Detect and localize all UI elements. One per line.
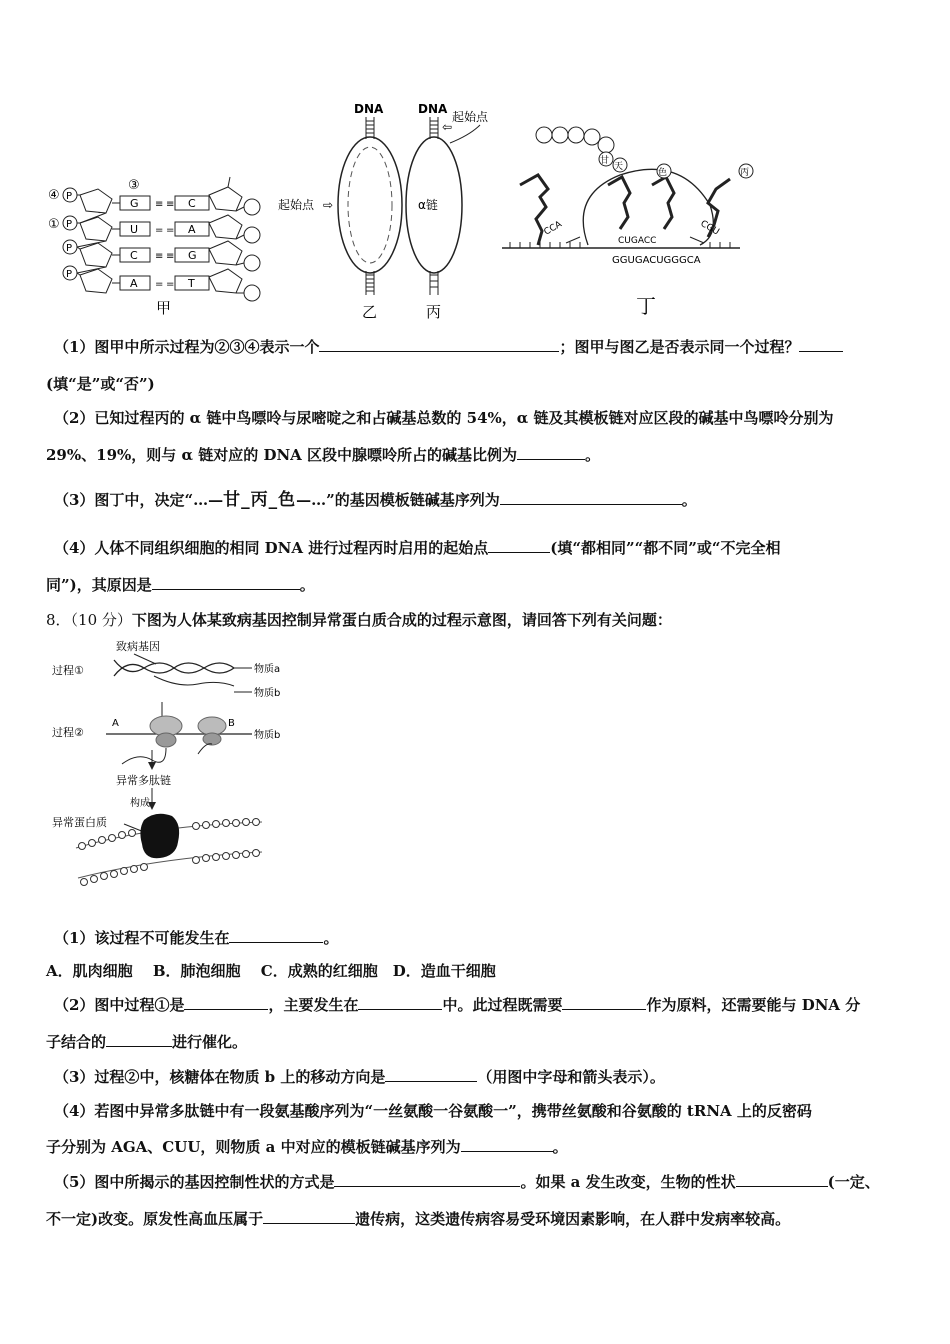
origin-yi: 起始点 <box>278 198 315 212</box>
q7-p4-text-a: （4）人体不同组织细胞的相同 DNA 进行过程丙时启用的起始点 <box>54 539 489 557</box>
caption-ding: 丁 <box>636 294 656 318</box>
q7-part4-cont <box>46 575 315 595</box>
q8-part4 <box>54 1101 812 1121</box>
point-b: B <box>228 718 235 729</box>
q7-part2-cont <box>46 445 600 465</box>
caption-bing: 丙 <box>426 303 442 321</box>
q8-part3 <box>54 1067 665 1087</box>
anticodon-1: CCA <box>542 219 564 238</box>
aa-tian: 天 <box>614 162 624 172</box>
label-4: ④ <box>48 188 60 203</box>
abnormal-protein-label: 异常蛋白质 <box>52 816 107 829</box>
figure-yi <box>278 102 402 321</box>
caption-yi: 乙 <box>362 303 378 321</box>
q8-p3-text-a: （3）过程②中，核糖体在物质 b 上的移动方向是 <box>54 1068 386 1086</box>
base-left: A <box>130 277 138 290</box>
q7-p4-blank-2[interactable] <box>152 575 300 590</box>
phosphate-4: P <box>66 269 73 280</box>
base-pair-row <box>112 196 209 210</box>
q7-p3-text-a: （3）图丁中，决定“…— <box>54 491 224 509</box>
q7-p4-text-d: 。 <box>299 576 315 594</box>
q7-p2-blank[interactable] <box>517 445 585 460</box>
q8-part5-cont <box>46 1209 790 1229</box>
abnormal-chain-label: 异常多肽链 <box>116 774 171 787</box>
q8-p3-text-b: （用图中字母和箭头表示）。 <box>477 1068 665 1086</box>
process2-label: 过程② <box>52 726 84 739</box>
mrna-seq: GGUGACUGGGCA <box>612 255 701 266</box>
q8-p2-blank-1[interactable] <box>184 995 268 1010</box>
q8-p5-blank-3[interactable] <box>263 1209 355 1224</box>
substance-b-label-2: 物质b <box>254 730 281 741</box>
phosphate-2: P <box>66 219 73 230</box>
q8-title-text: 下图为人体某致病基因控制异常蛋白质合成的过程示意图，请回答下列有关问题： <box>131 611 672 629</box>
figure-ding <box>502 127 753 318</box>
phosphate-1: P <box>66 191 73 202</box>
q7-p1-text-c: (填“是”或“否”) <box>46 375 155 393</box>
q7-p3-text-c: 。 <box>681 491 697 509</box>
q8-p2-text-c: 中。此过程既需要 <box>442 996 563 1014</box>
q7-p4-text-c: 同”)，其原因是 <box>46 576 152 594</box>
anticodon-3: CGU <box>698 218 721 238</box>
q7-p3-text-b: —…”的基因模板链碱基序列为 <box>296 491 500 509</box>
q7-p1-blank-2[interactable] <box>799 337 843 352</box>
svg-text:≡: ≡ <box>155 199 164 210</box>
q8-p5-text-d: 不一定)改变。原发性高血压属于 <box>46 1210 264 1228</box>
base-left: G <box>130 197 139 210</box>
q8-p2-text-b: ，主要发生在 <box>268 996 359 1014</box>
q7-part3 <box>54 490 697 510</box>
point-a: A <box>112 718 119 729</box>
dna-label-yi: DNA <box>354 102 384 116</box>
q7-p2-text-c: 。 <box>585 446 601 464</box>
process1-label: 过程① <box>52 664 84 677</box>
q8-p2-blank-4[interactable] <box>106 1032 172 1047</box>
q8-part2-cont <box>46 1032 247 1052</box>
origin-bing: 起始点 <box>452 110 489 124</box>
svg-text:=: = <box>166 225 175 236</box>
figure-top <box>40 95 750 325</box>
q8-p4-text-a: （4）若图中异常多肽链中有一段氨基酸序列为“一丝氨酸一谷氨酸一”，携带丝氨酸和谷氨酸的 tRNA 上的反密码 <box>54 1102 812 1120</box>
q7-part1 <box>54 337 843 357</box>
q8-p2-text-a: （2）图中过程①是 <box>54 996 185 1014</box>
caption-jia: 甲 <box>156 299 172 317</box>
q8-p4-text-c: 。 <box>552 1138 568 1156</box>
aa-se: 色 <box>658 168 668 178</box>
q8-p1-blank[interactable] <box>229 928 323 943</box>
q8-p2-text-d: 作为原料，还需要能与 DNA 分 <box>646 996 861 1014</box>
q7-p4-text-b: (填“都相同”“都不同”或“不完全相 <box>550 539 781 557</box>
q8-p5-blank-1[interactable] <box>334 1172 520 1187</box>
q8-p5-text-e: 遗传病，这类遗传病容易受环境因素影响，在人群中发病率较高。 <box>355 1210 791 1228</box>
q8-part5 <box>54 1172 880 1192</box>
constitute-label: 构成 <box>130 798 150 809</box>
q7-p1-blank-1[interactable] <box>319 337 559 352</box>
base-right: T <box>188 277 195 290</box>
q8-p5-text-a: （5）图中所揭示的基因控制性状的方式是 <box>54 1173 335 1191</box>
q8-p4-blank[interactable] <box>461 1137 553 1152</box>
aa-bing: 丙 <box>740 168 750 178</box>
svg-text:⇦: ⇦ <box>442 120 453 134</box>
q7-p4-blank-1[interactable] <box>488 538 550 553</box>
q8-p1-text-b: 。 <box>323 929 339 947</box>
figure-bing <box>406 102 489 321</box>
q8-p1-text-a: （1）该过程不可能发生在 <box>54 929 230 947</box>
alpha-strand: α链 <box>418 198 438 212</box>
q7-p1-text-b: ；图甲与图乙是否表示同一个过程？ <box>559 338 800 356</box>
phosphate-3: P <box>66 243 73 254</box>
base-pair-row <box>112 248 209 262</box>
label-1: ① <box>48 217 60 232</box>
svg-text:=: = <box>155 225 164 236</box>
q8-title <box>46 610 672 630</box>
base-right: C <box>188 197 196 210</box>
q8-options <box>46 961 496 981</box>
svg-text:≡: ≡ <box>166 199 175 210</box>
dna-label-bing: DNA <box>418 102 448 116</box>
label-3: ③ <box>128 178 140 193</box>
substance-a-label: 物质a <box>254 664 281 675</box>
q8-part1 <box>54 928 338 948</box>
q7-p1-text-a: （1）图甲中所示过程为②③④表示一个 <box>54 338 320 356</box>
q7-part4 <box>54 538 781 558</box>
q8-p2-blank-3[interactable] <box>562 995 646 1010</box>
q7-p3-amino-glyphs: 甘_丙_色 <box>223 490 297 510</box>
base-pair-row <box>112 222 209 236</box>
q7-p2-text-a: （2）已知过程丙的 α 链中鸟嘌呤与尿嘧啶之和占碱基总数的 54%，α 链及其模板链对应区段的碱基中鸟嘌呤分别为 <box>54 409 834 427</box>
base-left: C <box>130 249 138 262</box>
svg-text:≡: ≡ <box>166 251 175 262</box>
q8-p4-text-b: 子分别为 AGA、CUU，则物质 a 中对应的模板链碱基序列为 <box>46 1138 461 1156</box>
anticodon-2: CUGACC <box>618 236 657 246</box>
q7-part2 <box>54 408 834 428</box>
q8-p2-text-e: 子结合的 <box>46 1033 107 1051</box>
q8-options-text: A．肌肉细胞 B．肺泡细胞 C．成熟的红细胞 D．造血干细胞 <box>46 962 496 980</box>
figure-q8 <box>48 638 288 900</box>
q7-p2-text-b: 29%、19%，则与 α 链对应的 DNA 区段中腺嘌呤所占的碱基比例为 <box>46 446 518 464</box>
q7-p3-blank[interactable] <box>500 490 682 505</box>
q8-p5-text-c: (一定、 <box>827 1173 880 1191</box>
base-right: G <box>188 249 197 262</box>
q8-part4-cont <box>46 1137 568 1157</box>
figure-jia <box>48 177 260 317</box>
base-right: A <box>188 223 196 236</box>
q8-number: 8．（10 分） <box>46 611 132 629</box>
q8-p5-blank-2[interactable] <box>736 1172 828 1187</box>
q8-p5-text-b: 。如果 a 发生改变，生物的性状 <box>520 1173 736 1191</box>
q7-part1-cont <box>46 374 155 394</box>
svg-text:⇨: ⇨ <box>323 198 334 212</box>
q8-part2 <box>54 995 860 1015</box>
svg-text:=: = <box>166 279 175 290</box>
gene-label: 致病基因 <box>116 640 160 653</box>
aa-gan: 甘 <box>600 156 610 166</box>
substance-b-label-1: 物质b <box>254 688 281 699</box>
base-left: U <box>130 223 139 236</box>
q8-p2-text-f: 进行催化。 <box>172 1033 248 1051</box>
q8-p2-blank-2[interactable] <box>358 995 442 1010</box>
svg-text:=: = <box>155 279 164 290</box>
base-pair-row <box>112 276 209 290</box>
svg-text:≡: ≡ <box>155 251 164 262</box>
q8-p3-blank[interactable] <box>385 1067 477 1082</box>
